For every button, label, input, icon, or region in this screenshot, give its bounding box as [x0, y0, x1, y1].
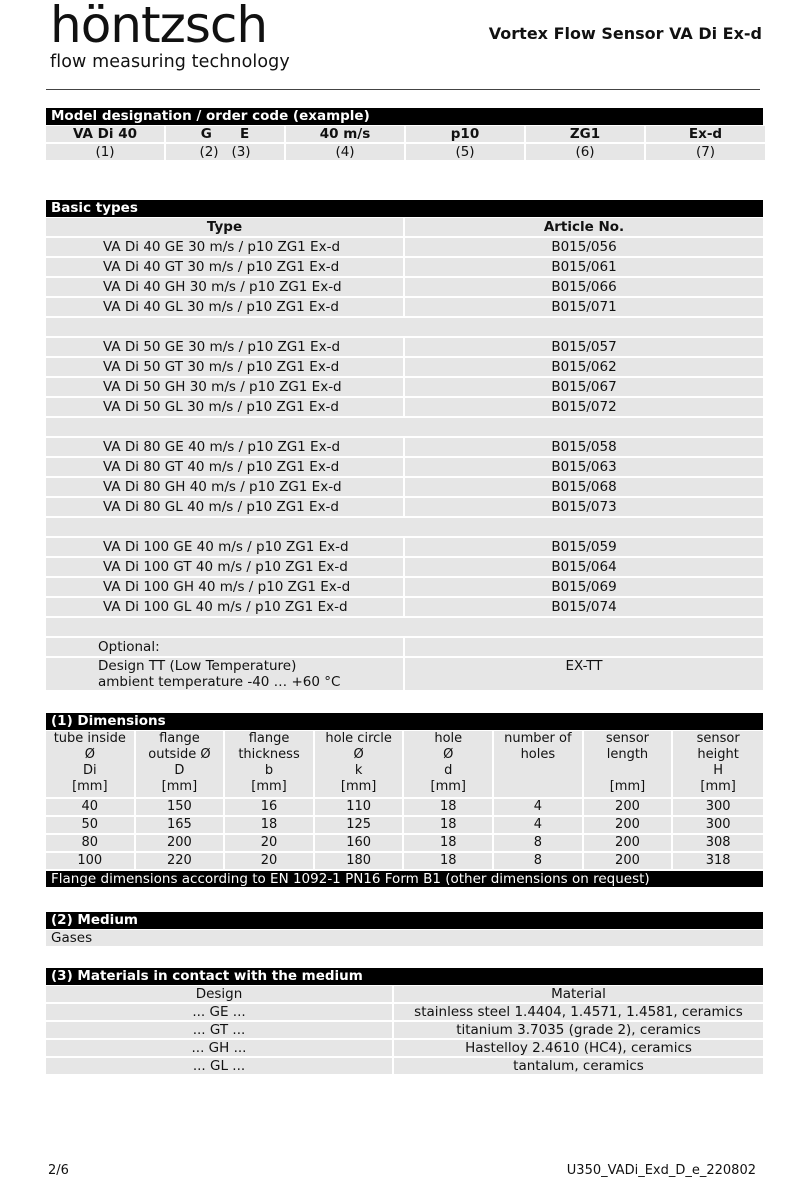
article-cell: B015/071: [405, 298, 763, 316]
section-heading: Model designation / order code (example): [46, 108, 763, 125]
optional-design-cell: [46, 658, 403, 690]
table-row: [46, 338, 763, 356]
type-cell: VA Di 80 GT 40 m/s / p10 ZG1 Ex-d: [46, 458, 403, 476]
document-code: U350_VADi_Exd_D_e_220802: [566, 1163, 756, 1178]
type-cell: VA Di 50 GL 30 m/s / p10 ZG1 Ex-d: [46, 398, 403, 416]
type-cell: VA Di 50 GE 30 m/s / p10 ZG1 Ex-d: [46, 338, 403, 356]
basic-types-table: [44, 216, 765, 692]
design-cell: ... GH ...: [46, 1040, 392, 1056]
dimension-header-cell: [673, 731, 763, 797]
material-cell: titanium 3.7035 (grade 2), ceramics: [394, 1022, 763, 1038]
column-header-material: Material: [394, 986, 763, 1002]
optional-label-row: [46, 638, 763, 656]
column-header-type: Type: [46, 218, 403, 236]
header-line: [494, 779, 582, 795]
header-line: [mm]: [251, 779, 287, 794]
optional-article-cell: EX-TT: [405, 658, 763, 690]
header-line: [mm]: [430, 779, 466, 794]
dimension-cell: 200: [136, 835, 224, 851]
table-row: [46, 598, 763, 616]
table-row: [46, 853, 763, 869]
code-number: (4): [286, 144, 404, 160]
table-row: [46, 1022, 763, 1038]
spacer-cell: [46, 618, 763, 636]
spacer-row: [46, 318, 763, 336]
material-cell: Hastelloy 2.4610 (HC4), ceramics: [394, 1040, 763, 1056]
type-cell: VA Di 100 GH 40 m/s / p10 ZG1 Ex-d: [46, 578, 403, 596]
header-line: [mm]: [609, 779, 646, 794]
dimensions-header-row: [46, 731, 763, 797]
model-designation-section: [46, 108, 763, 162]
table-row: [46, 278, 763, 296]
dimension-cell: 180: [315, 853, 403, 869]
section-heading: (3) Materials in contact with the medium: [46, 968, 763, 985]
dimension-cell: 50: [46, 817, 134, 833]
header-line: [mm]: [72, 779, 108, 794]
dimension-cell: 200: [584, 835, 672, 851]
design-cell: ... GT ...: [46, 1022, 392, 1038]
header-line: k: [354, 763, 363, 778]
article-cell: B015/061: [405, 258, 763, 276]
section-heading: (2) Medium: [46, 912, 763, 929]
spacer-cell: [46, 318, 763, 336]
table-row: [46, 498, 763, 516]
dimension-cell: 165: [136, 817, 224, 833]
header-line: [584, 763, 672, 779]
logo-tagline: flow measuring technology: [50, 52, 290, 72]
code-number: (5): [406, 144, 524, 160]
article-cell: B015/067: [405, 378, 763, 396]
section-heading: Basic types: [46, 200, 763, 217]
header-line: sensor: [605, 731, 649, 746]
table-row: [46, 558, 763, 576]
table-row: [46, 1004, 763, 1020]
header-line: d: [444, 763, 453, 778]
type-cell: VA Di 100 GT 40 m/s / p10 ZG1 Ex-d: [46, 558, 403, 576]
code-cell: Ex-d: [646, 126, 765, 142]
dimension-cell: 18: [404, 817, 492, 833]
optional-ambient-line: ambient temperature -40 … +60 °C: [98, 674, 341, 690]
code-number: (1): [46, 144, 164, 160]
medium-value: Gases: [46, 930, 763, 946]
material-cell: stainless steel 1.4404, 1.4571, 1.4581, ceramics: [394, 1004, 763, 1020]
table-row: [46, 438, 763, 456]
table-row: [46, 358, 763, 376]
dimension-cell: 4: [494, 799, 582, 815]
spacer-row: [46, 418, 763, 436]
code-cell: ZG1: [526, 126, 644, 142]
header-line: hole: [434, 731, 463, 746]
type-cell: VA Di 40 GE 30 m/s / p10 ZG1 Ex-d: [46, 238, 403, 256]
dimension-cell: 18: [404, 835, 492, 851]
article-cell: B015/069: [405, 578, 763, 596]
dimension-header-cell: [404, 731, 492, 797]
dimension-cell: 110: [315, 799, 403, 815]
design-cell: ... GE ...: [46, 1004, 392, 1020]
dimension-cell: 318: [673, 853, 763, 869]
type-cell: VA Di 80 GE 40 m/s / p10 ZG1 Ex-d: [46, 438, 403, 456]
dimension-header-cell: [46, 731, 134, 797]
table-row: [46, 298, 763, 316]
table-row: [46, 538, 763, 556]
article-cell: B015/058: [405, 438, 763, 456]
spacer-cell: [46, 418, 763, 436]
dimension-cell: 40: [46, 799, 134, 815]
dimension-cell: 100: [46, 853, 134, 869]
article-cell: B015/068: [405, 478, 763, 496]
dimension-cell: 125: [315, 817, 403, 833]
article-cell: B015/064: [405, 558, 763, 576]
code-number: (2) (3): [166, 144, 284, 160]
spacer-row: [46, 618, 763, 636]
table-row: [46, 478, 763, 496]
dimensions-note: Flange dimensions according to EN 1092-1 PN16 Form B1 (other dimensions on request): [46, 871, 763, 887]
article-cell: B015/073: [405, 498, 763, 516]
dimension-cell: 20: [225, 853, 313, 869]
document-title: Vortex Flow Sensor VA Di Ex-d: [488, 24, 762, 43]
dimension-cell: 8: [494, 853, 582, 869]
dimensions-table: [44, 729, 765, 871]
code-number: (7): [646, 144, 765, 160]
header-line: [494, 763, 582, 779]
header-line: outside Ø: [148, 747, 211, 762]
section-heading: (1) Dimensions: [46, 713, 763, 730]
article-cell: B015/059: [405, 538, 763, 556]
type-cell: VA Di 100 GL 40 m/s / p10 ZG1 Ex-d: [46, 598, 403, 616]
logo-wordmark: höntzsch: [50, 0, 268, 54]
header-line: height: [697, 747, 739, 762]
dimension-cell: 200: [584, 853, 672, 869]
material-cell: tantalum, ceramics: [394, 1058, 763, 1074]
header-line: length: [606, 747, 649, 762]
dimension-cell: 300: [673, 817, 763, 833]
dimension-cell: 16: [225, 799, 313, 815]
dimensions-section: [46, 713, 763, 887]
type-cell: VA Di 40 GT 30 m/s / p10 ZG1 Ex-d: [46, 258, 403, 276]
design-cell: ... GL ...: [46, 1058, 392, 1074]
code-number: (6): [526, 144, 644, 160]
type-cell: VA Di 80 GH 40 m/s / p10 ZG1 Ex-d: [46, 478, 403, 496]
type-cell: VA Di 40 GL 30 m/s / p10 ZG1 Ex-d: [46, 298, 403, 316]
table-row: [46, 1040, 763, 1056]
dimension-header-cell: [136, 731, 224, 797]
dimension-cell: 200: [584, 799, 672, 815]
table-row: [46, 799, 763, 815]
page-number: 2/6: [48, 1163, 69, 1178]
column-header-design: Design: [46, 986, 392, 1002]
dimension-cell: 80: [46, 835, 134, 851]
dimension-cell: 18: [404, 799, 492, 815]
dimension-cell: 308: [673, 835, 763, 851]
table-row: [46, 458, 763, 476]
model-code-table: [44, 124, 767, 162]
optional-label-blank: [405, 638, 763, 656]
header-line: flange: [159, 731, 200, 746]
dimension-header-cell: [315, 731, 403, 797]
code-cell: VA Di 40: [46, 126, 164, 142]
header-line: b: [264, 763, 274, 778]
table-row: [46, 258, 763, 276]
header-line: Ø: [443, 747, 454, 762]
header-line: holes: [520, 747, 556, 762]
header-line: H: [713, 763, 724, 778]
header-line: D: [174, 763, 185, 778]
dimension-header-cell: [584, 731, 672, 797]
dimension-cell: 150: [136, 799, 224, 815]
dimension-cell: 18: [225, 817, 313, 833]
dimension-cell: 20: [225, 835, 313, 851]
table-row: [46, 817, 763, 833]
table-row: [46, 835, 763, 851]
header-line: [mm]: [340, 779, 377, 794]
table-row: [46, 238, 763, 256]
code-cell: p10: [406, 126, 524, 142]
header-line: sensor: [696, 731, 740, 746]
header-line: number of: [504, 731, 572, 746]
table-row: [46, 378, 763, 396]
spacer-row: [46, 518, 763, 536]
dimension-cell: 4: [494, 817, 582, 833]
spacer-cell: [46, 518, 763, 536]
dimension-header-cell: [225, 731, 313, 797]
type-cell: VA Di 40 GH 30 m/s / p10 ZG1 Ex-d: [46, 278, 403, 296]
basic-types-section: [46, 200, 763, 692]
code-cell: 40 m/s: [286, 126, 404, 142]
article-cell: B015/072: [405, 398, 763, 416]
header-line: [mm]: [700, 779, 736, 794]
article-cell: B015/066: [405, 278, 763, 296]
header-line: thickness: [238, 747, 300, 762]
type-cell: VA Di 100 GE 40 m/s / p10 ZG1 Ex-d: [46, 538, 403, 556]
header-line: [mm]: [161, 779, 198, 794]
dimension-cell: 200: [584, 817, 672, 833]
article-cell: B015/063: [405, 458, 763, 476]
article-cell: B015/056: [405, 238, 763, 256]
header-line: Ø: [84, 747, 95, 762]
header-line: hole circle: [325, 731, 392, 746]
medium-section: [46, 912, 763, 946]
table-row: [46, 578, 763, 596]
dimension-cell: 220: [136, 853, 224, 869]
header-line: Di: [82, 763, 97, 778]
materials-table: [44, 984, 765, 1076]
code-cell: G E: [166, 126, 284, 142]
materials-section: [46, 968, 763, 1076]
header-line: Ø: [353, 747, 364, 762]
optional-label: Optional:: [46, 638, 403, 656]
article-cell: B015/057: [405, 338, 763, 356]
company-logo: [50, 0, 290, 72]
article-cell: B015/074: [405, 598, 763, 616]
header-line: tube inside: [53, 731, 126, 746]
dimension-cell: 8: [494, 835, 582, 851]
optional-design-row: [46, 658, 763, 690]
column-header-article: Article No.: [405, 218, 763, 236]
header-line: flange: [248, 731, 290, 746]
table-row: [46, 1058, 763, 1074]
article-cell: B015/062: [405, 358, 763, 376]
dimension-cell: 160: [315, 835, 403, 851]
table-row: [46, 398, 763, 416]
type-cell: VA Di 80 GL 40 m/s / p10 ZG1 Ex-d: [46, 498, 403, 516]
type-cell: VA Di 50 GH 30 m/s / p10 ZG1 Ex-d: [46, 378, 403, 396]
optional-design-line: Design TT (Low Temperature): [98, 658, 297, 674]
header-divider: [46, 89, 760, 90]
dimension-cell: 300: [673, 799, 763, 815]
dimension-header-cell: [494, 731, 582, 797]
dimension-cell: 18: [404, 853, 492, 869]
type-cell: VA Di 50 GT 30 m/s / p10 ZG1 Ex-d: [46, 358, 403, 376]
